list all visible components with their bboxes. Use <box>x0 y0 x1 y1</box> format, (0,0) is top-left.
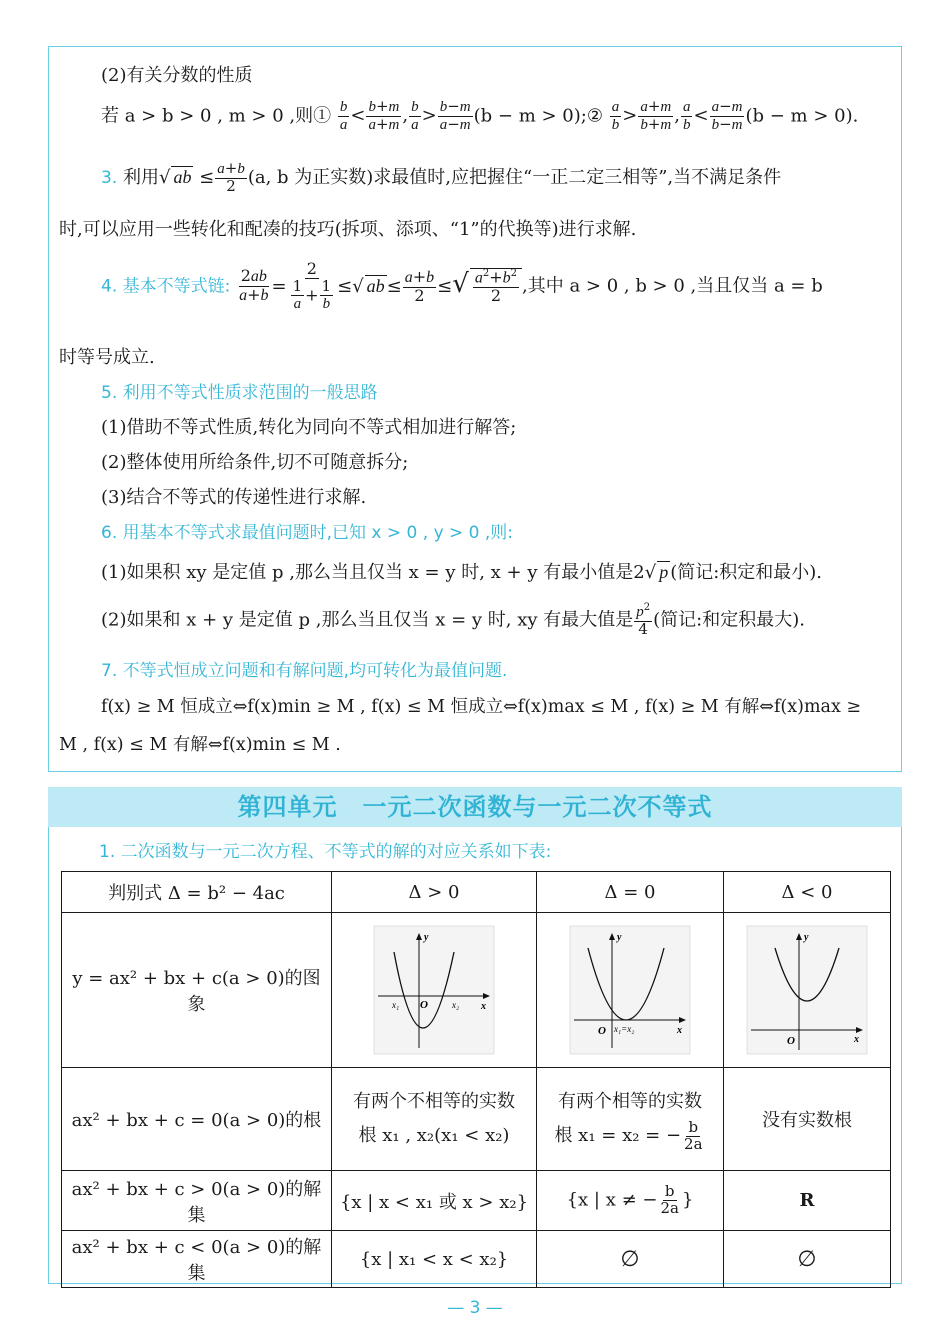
x-axis-label: x <box>677 1025 682 1036</box>
x1-equals-x2-label: x₁=x₂ <box>614 1024 635 1034</box>
table-header-row <box>62 872 891 913</box>
item-6-title: 6. 用基本不等式求最值问题时,已知 x > 0 , y > 0 ,则: <box>101 523 514 543</box>
table-row-less <box>62 1231 891 1288</box>
y-axis-label: y <box>617 932 622 943</box>
item-6-line-2 <box>101 603 805 638</box>
graph-delta-negative <box>724 913 891 1068</box>
roots-positive-line-1: 有两个不相等的实数 <box>353 1090 515 1112</box>
graph-delta-positive <box>332 913 537 1068</box>
fraction-property-prefix: 若 a > b > 0 , m > 0 ,则① <box>101 105 332 127</box>
x1-label: x₁ <box>392 1000 400 1010</box>
item-5-title: 5. 利用不等式性质求范围的一般思路 <box>101 383 378 403</box>
item-6-line-1 <box>101 561 822 584</box>
fraction-condition-1: (b − m > 0);② <box>473 105 603 127</box>
item-3-text-b: (a, b 为正实数)求最值时,应把握住“一正二定三相等”,当不满足条件 <box>247 166 782 188</box>
parabola-one-root-graph <box>568 924 692 1056</box>
graph-delta-zero <box>537 913 724 1068</box>
item-7-line-1: f(x) ≥ M 恒成立⇔f(x)min ≥ M , f(x) ≤ M 恒成立⇔f(x)max ≤ M , f(x) ≥ M 有解⇔f(x)max ≥ <box>101 697 862 717</box>
max-value-formula: $\frac{p^2}{4}$ <box>636 602 651 638</box>
item-6-line-1-text: (1)如果积 xy 是定值 p ,那么当且仅当 x = y 时, x + y 有最小值是 <box>101 562 634 583</box>
item-4-title: 4. 基本不等式链: <box>101 276 231 297</box>
greater-row-label: ax² + bx + c > 0(a > 0)的解集 <box>62 1171 332 1231</box>
item-6-line-1-note: (简记:积定和最小). <box>670 562 823 583</box>
fraction-inequality-2: $\frac{a}{b}$ > $\frac{a+m}{b+m}$ , $\frac{a}{b}$ < $\frac{a-m}{b-m}$ <box>611 97 743 133</box>
roots-row-label: ax² + bx + c = 0(a > 0)的根 <box>62 1068 332 1171</box>
less-delta-zero: ∅ <box>537 1231 724 1288</box>
roots-positive-line-2: 根 x₁ , x₂(x₁ < x₂) <box>358 1125 510 1146</box>
item-5-line-2: (2)整体使用所给条件,切不可随意拆分; <box>101 452 409 473</box>
parabola-two-roots-graph <box>372 924 496 1056</box>
min-value-formula: 2√ p <box>633 562 669 583</box>
table-row-greater <box>62 1171 891 1231</box>
item-3-text-a: 利用 <box>122 166 159 188</box>
table-intro: 1. 二次函数与一元二次方程、不等式的解的对应关系如下表: <box>99 842 552 862</box>
item-3-formula: √ ab ≤ $\frac{a+b}{2}$ <box>158 159 245 195</box>
fraction-property-line <box>101 99 858 134</box>
unit-title-banner: 第四单元 一元二次函数与一元二次不等式 <box>48 787 902 827</box>
greater-delta-negative: R <box>724 1171 891 1231</box>
x2-label: x₂ <box>452 1000 460 1010</box>
origin-label: O <box>787 1035 795 1047</box>
roots-delta-negative: 没有实数根 <box>724 1068 891 1171</box>
table-row-graph <box>62 913 891 1068</box>
less-delta-negative: ∅ <box>724 1231 891 1288</box>
header-discriminant: 判别式 Δ = b² − 4ac <box>62 872 332 913</box>
item-5-line-3: (3)结合不等式的传递性进行求解. <box>101 487 367 508</box>
less-delta-positive: {x | x₁ < x < x₂} <box>332 1231 537 1288</box>
header-delta-negative: Δ < 0 <box>724 872 891 913</box>
graph-row-label: y = ax² + bx + c(a > 0)的图象 <box>62 913 332 1068</box>
greater-delta-zero: {x | x ≠ − $\frac{b}{2a}$ } <box>537 1171 724 1231</box>
x-axis-label: x <box>481 1001 486 1012</box>
item-6-line-2-text: (2)如果和 x + y 是定值 p ,那么当且仅当 x = y 时, xy 有最大值是 <box>101 609 634 631</box>
less-row-label: ax² + bx + c < 0(a > 0)的解集 <box>62 1231 332 1288</box>
parabola-no-root-graph <box>745 924 869 1056</box>
item-3-line-2: 时,可以应用一些转化和配凑的技巧(拆项、添项、“1”的代换等)进行求解. <box>59 219 637 240</box>
item-4-condition: ,其中 a > 0 , b > 0 ,当且仅当 a = b <box>522 275 823 297</box>
fraction-inequality-1: $\frac{b}{a}$ < $\frac{b+m}{a+m}$ , $\frac{b}{a}$ > $\frac{b-m}{a-m}$ <box>339 97 471 133</box>
table-row-roots <box>62 1068 891 1171</box>
x-axis-label: x <box>854 1034 859 1045</box>
roots-delta-zero <box>537 1068 724 1171</box>
item-4-tail: 时等号成立. <box>59 347 155 368</box>
item-3-number: 3. <box>101 167 118 188</box>
fraction-property-heading: (2)有关分数的性质 <box>101 65 253 86</box>
origin-label: O <box>420 999 428 1011</box>
origin-label: O <box>598 1025 606 1037</box>
greater-delta-positive: {x | x < x₁ 或 x > x₂} <box>332 1171 537 1231</box>
quadratic-relation-table <box>61 871 891 1288</box>
item-4-line <box>101 261 823 312</box>
page-number: — 3 — <box>447 1298 503 1318</box>
header-delta-zero: Δ = 0 <box>537 872 724 913</box>
y-axis-label: y <box>424 932 429 943</box>
item-7-title: 7. 不等式恒成立问题和有解问题,均可转化为最值问题. <box>101 661 508 681</box>
roots-zero-line-1: 有两个相等的实数 <box>558 1090 702 1112</box>
header-delta-positive: Δ > 0 <box>332 872 537 913</box>
roots-zero-line-2: 根 x₁ = x₂ = − $\frac{b}{2a}$ <box>554 1117 703 1153</box>
quadratic-table-panel <box>48 827 902 1284</box>
item-3-line-1 <box>101 161 781 195</box>
item-5-line-1: (1)借助不等式性质,转化为同向不等式相加进行解答; <box>101 417 517 438</box>
inequality-notes-panel <box>48 46 902 772</box>
fraction-condition-2: (b − m > 0). <box>745 105 859 127</box>
roots-delta-positive <box>332 1068 537 1171</box>
item-7-line-2: M , f(x) ≤ M 有解⇔f(x)min ≤ M . <box>59 735 341 755</box>
inequality-chain: $\frac{2ab}{a+b}$ = 2 $\frac{1}{a}$ + $\frac{1}{b}$ ≤√ ab ≤ $\frac{a+b}{2}$ ≤√ $\frac{a^2+b^2}{2}$ <box>230 276 522 297</box>
item-6-line-2-note: (简记:和定积最大). <box>653 609 805 631</box>
y-axis-label: y <box>804 932 809 943</box>
